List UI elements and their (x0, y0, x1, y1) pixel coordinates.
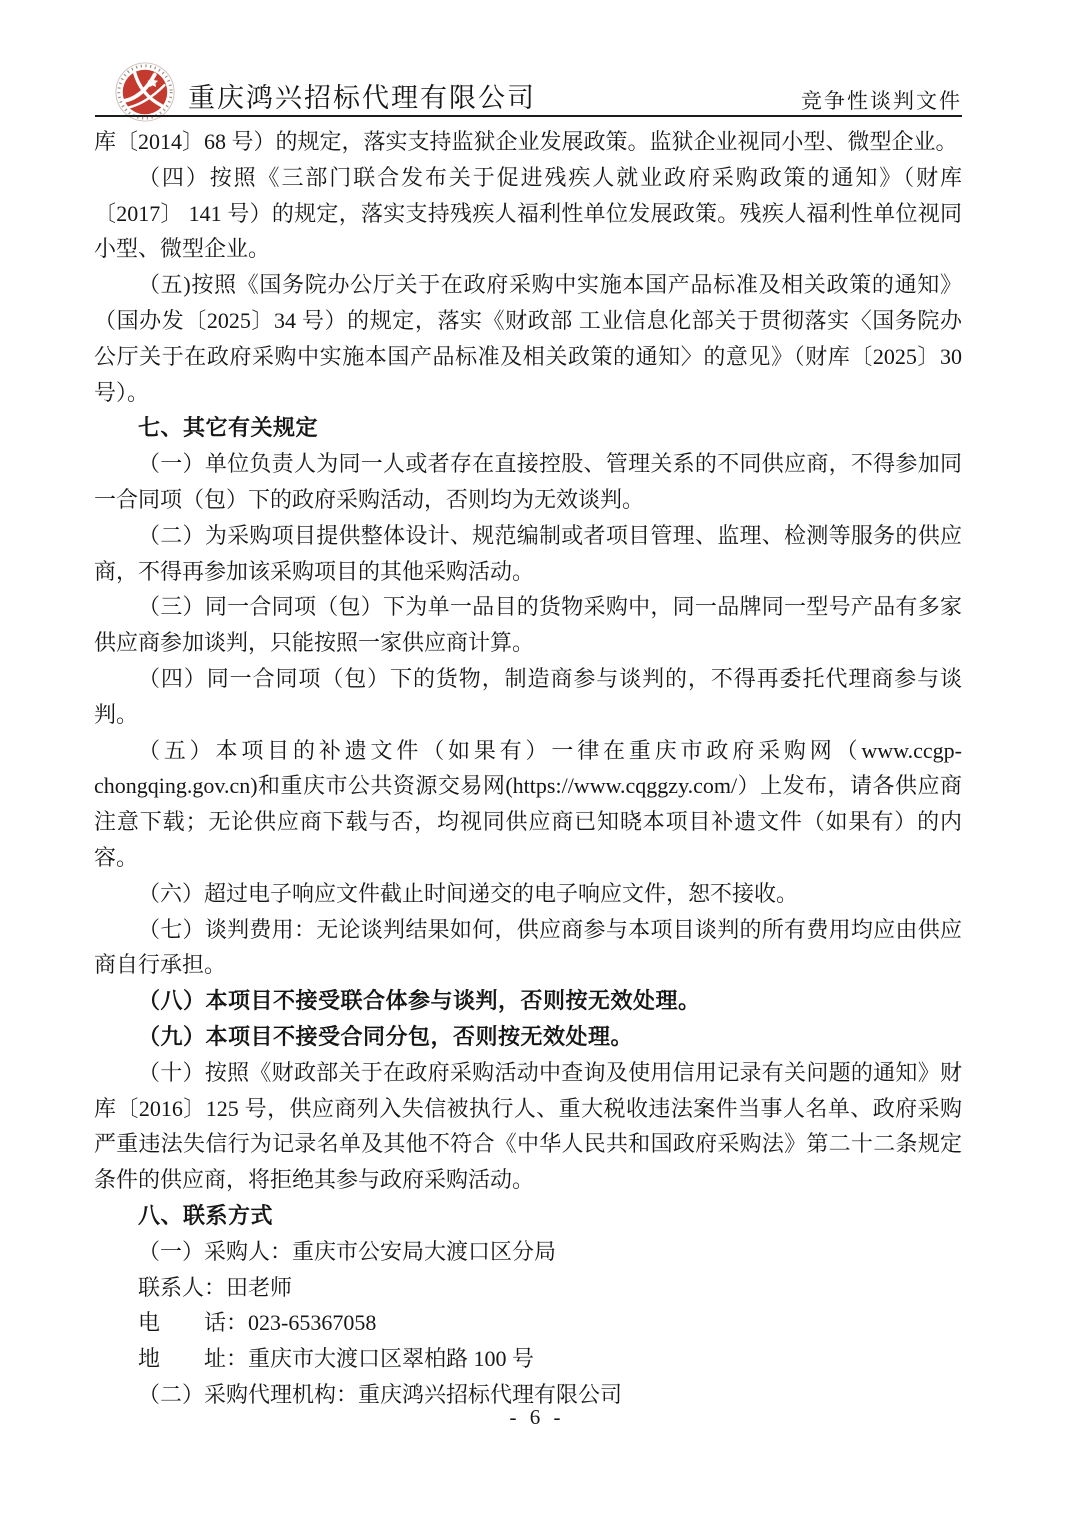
para-other-10-credit-records: （十）按照《财政部关于在政府采购活动中查询及使用信用记录有关问题的通知》财库〔2016〕125 号，供应商列入失信被执行人、重大税收违法案件当事人名单、政府采购严重违法失信行为记录名单及其他不符合《中华人民共和国政府采购法》第二十二条规定条件的供应商，将拒绝其参与政府采购活动。 (94, 1059, 962, 1193)
section-heading-contact-info: 八、联系方式 (138, 1202, 274, 1228)
para-continuation-prison-policy: 库〔2014〕68 号）的规定，落实支持监狱企业发展政策。监狱企业视同小型、微型企业。 (94, 129, 958, 154)
para-other-3-same-brand-model: （三）同一合同项（包）下为单一品目的货物采购中，同一品牌同一型号产品有多家供应商参加谈判，只能按照一家供应商计算。 (94, 594, 962, 656)
para-other-9-no-subcontract: （九）本项目不接受合同分包，否则按无效处理。 (138, 1023, 634, 1049)
para-other-6-late-submission: （六）超过电子响应文件截止时间递交的电子响应文件，恕不接收。 (138, 880, 799, 906)
para-other-7-negotiation-costs: （七）谈判费用：无论谈判结果如何，供应商参与本项目谈判的所有费用均应由供应商自行承担。 (94, 916, 962, 978)
header-company-name: 重庆鸿兴招标代理有限公司 (188, 83, 536, 113)
para-item5-domestic-product-policy: （五)按照《国务院办公厅关于在政府采购中实施本国产品标准及相关政策的通知》（国办发〔2025〕34 号）的规定，落实《财政部 工业信息化部关于贯彻落实〈国务院办公厅关于在政府采购中实施本国产品标准及相关政策的通知〉的意见》（财库〔2025〕30 号）。 (94, 272, 962, 405)
para-contact-person: 联系人：田老师 (138, 1274, 293, 1300)
para-other-4-manufacturer: （四）同一合同项（包）下的货物，制造商参与谈判的，不得再委托代理商参与谈判。 (94, 665, 962, 727)
para-other-2-design-services: （二）为采购项目提供整体设计、规范编制或者项目管理、监理、检测等服务的供应商，不得再参加该采购项目的其他采购活动。 (94, 522, 962, 584)
para-other-1-same-legal-rep: （一）单位负责人为同一人或者存在直接控股、管理关系的不同供应商，不得参加同一合同项（包）下的政府采购活动，否则均为无效谈判。 (94, 451, 962, 512)
para-agency: （二）采购代理机构：重庆鸿兴招标代理有限公司 (138, 1381, 623, 1407)
document-body (94, 124, 962, 1413)
company-logo-icon (114, 61, 176, 123)
page-number: - 6 - (509, 1405, 565, 1429)
para-phone: 电 话：023-65367058 (138, 1310, 377, 1336)
para-address: 地 址：重庆市大渡口区翠柏路 100 号 (138, 1346, 535, 1372)
para-other-5-supplement-files: （五）本项目的补遗文件（如果有）一律在重庆市政府采购网（www.ccgp-chongqing.gov.cn)和重庆市公共资源交易网(https://www.cqggzy.com/）上发布，请各供应商注意下载；无论供应商下载与否，均视同供应商已知晓本项目补遗文件（如果有）的内容。 (94, 737, 962, 870)
header-divider (95, 115, 962, 117)
para-other-8-no-consortium: （八）本项目不接受联合体参与谈判，否则按无效处理。 (138, 988, 701, 1014)
section-heading-other-provisions: 七、其它有关规定 (138, 415, 319, 441)
para-purchaser: （一）采购人：重庆市公安局大渡口区分局 (138, 1238, 557, 1264)
para-item4-disabled-employment-policy: （四）按照《三部门联合发布关于促进残疾人就业政府采购政策的通知》（财库〔2017〕 141 号）的规定，落实支持残疾人福利性单位发展政策。残疾人福利性单位视同小型、微型企业。 (94, 164, 962, 262)
header-document-type: 竞争性谈判文件 (801, 89, 962, 113)
